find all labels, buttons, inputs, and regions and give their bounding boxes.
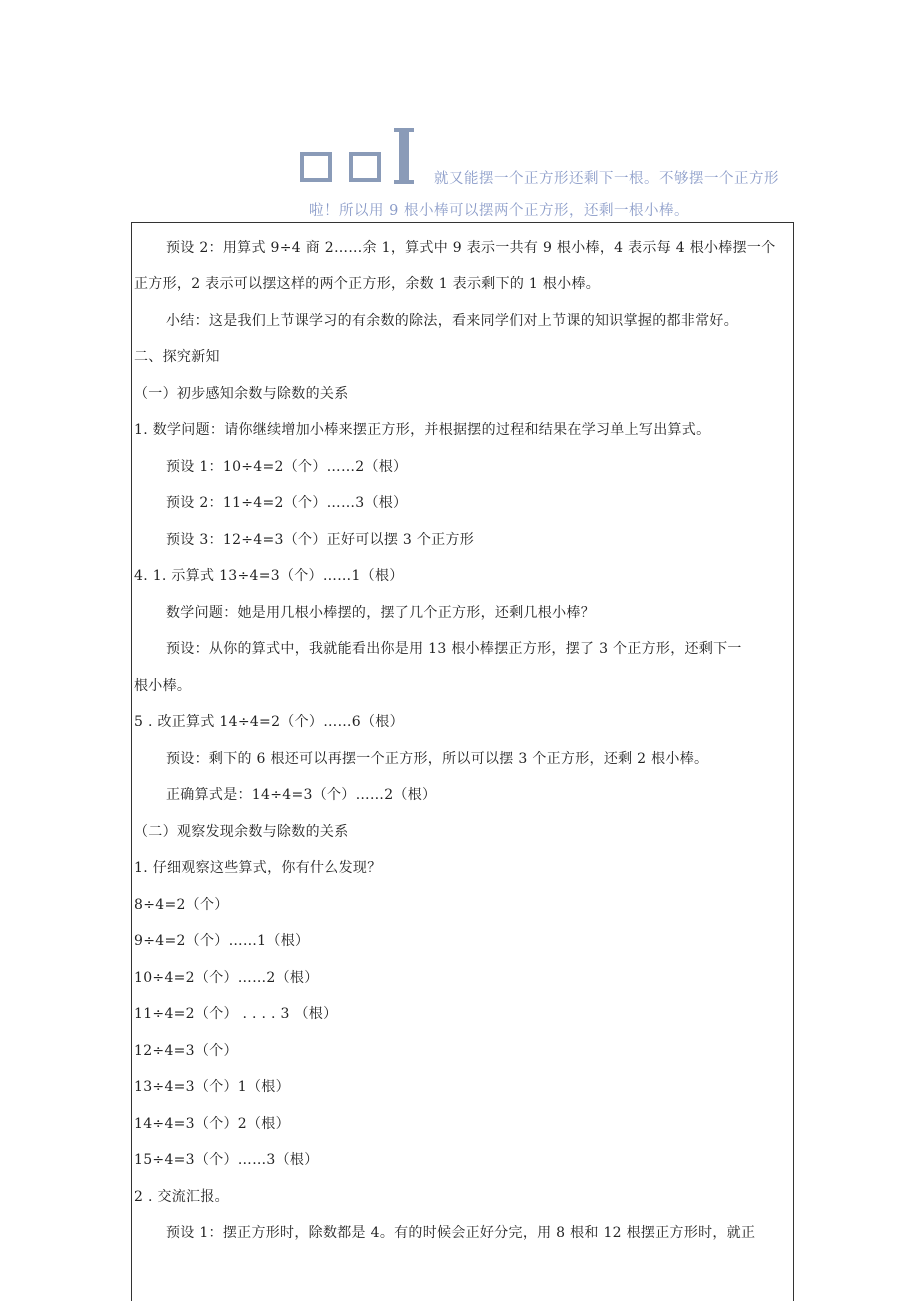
- formula-row: 8÷4=2（个）: [134, 897, 229, 913]
- formula-row: 11÷4=2（个） . . . . 3 （根）: [134, 1006, 338, 1022]
- formula-row: 9÷4=2（个）……1（根）: [134, 933, 310, 949]
- preset-correction: 预设：剩下的 6 根还可以再摆一个正方形，所以可以摆 3 个正方形，还剩 2 根小棒。: [166, 751, 709, 767]
- correct-formula: 正确算式是：14÷4=3（个）……2（根）: [166, 787, 437, 803]
- preset-2-line-2: 正方形，2 表示可以摆这样的两个正方形，余数 1 表示剩下的 1 根小棒。: [134, 276, 601, 292]
- bubble-text-line-2: 啦！所以用 9 根小棒可以摆两个正方形，还剩一根小棒。: [309, 203, 689, 219]
- item-2-report: 2 . 交流汇报。: [134, 1189, 229, 1205]
- section-heading-explore: 二、探究新知: [134, 349, 220, 365]
- formula-row: 12÷4=3（个）: [134, 1043, 238, 1059]
- preset-report-1: 预设 1：摆正方形时，除数都是 4。有的时候会正好分完，用 8 根和 12 根摆正方形时，就正: [166, 1225, 756, 1241]
- item-5-formula: 5 . 改正算式 14÷4=2（个）……6（根）: [134, 714, 404, 730]
- formula-row: 15÷4=3（个）……3（根）: [134, 1152, 319, 1168]
- math-question-1: 1. 数学问题：请你继续增加小棒来摆正方形，并根据摆的过程和结果在学习单上写出算式。: [134, 422, 711, 438]
- square-shape-2: [349, 152, 381, 182]
- item-4-formula: 4. 1. 示算式 13÷4=3（个）……1（根）: [134, 568, 404, 584]
- preset-formula-1: 预设 1：10÷4=2（个）……2（根）: [166, 459, 408, 475]
- preset-formula-2: 预设 2：11÷4=2（个）……3（根）: [166, 495, 408, 511]
- observe-question: 1. 仔细观察这些算式，你有什么发现？: [134, 860, 382, 876]
- bubble-text-line-1: 就又能摆一个正方形还剩下一根。不够摆一个正方形: [434, 171, 779, 187]
- preset-2-line-1: 预设 2：用算式 9÷4 商 2……余 1，算式中 9 表示一共有 9 根小棒，4 表示每 4 根小棒摆一个: [166, 240, 776, 256]
- formula-row: 14÷4=3（个）2（根）: [134, 1116, 290, 1132]
- formula-row: 13÷4=3（个）1（根）: [134, 1079, 290, 1095]
- preset-answer-line-1: 预设：从你的算式中，我就能看出你是用 13 根小棒摆正方形，摆了 3 个正方形，还剩下一: [166, 641, 742, 657]
- preset-formula-3: 预设 3：12÷4=3（个）正好可以摆 3 个正方形: [166, 532, 475, 548]
- single-stick-shape: [399, 128, 409, 184]
- subsection-heading-2: （二）观察发现余数与除数的关系: [134, 824, 349, 840]
- summary-text: 小结：这是我们上节课学习的有余数的除法，看来同学们对上节课的知识掌握的都非常好。: [166, 313, 738, 329]
- formula-row: 10÷4=2（个）……2（根）: [134, 970, 319, 986]
- square-shape-1: [300, 152, 332, 182]
- preset-answer-line-2: 根小棒。: [134, 678, 192, 694]
- math-question-2: 数学问题：她是用几根小棒摆的，摆了几个正方形，还剩几根小棒？: [166, 605, 595, 621]
- subsection-heading-1: （一）初步感知余数与除数的关系: [134, 386, 349, 402]
